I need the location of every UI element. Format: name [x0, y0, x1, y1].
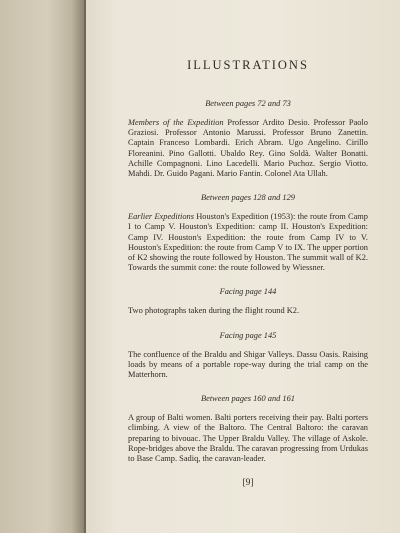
section-4: [128, 331, 368, 381]
section-heading: Between pages 160 and 161: [201, 394, 295, 404]
section-heading: Facing page 144: [219, 287, 277, 297]
section-text: [128, 350, 368, 381]
page-content: [128, 58, 368, 488]
section-text: [128, 212, 368, 273]
section-text: [128, 413, 368, 464]
section-lead: Members of the Expedition: [128, 118, 224, 127]
section-3: [128, 287, 368, 316]
section-heading: Between pages 128 and 129: [201, 193, 295, 203]
section-5: [128, 394, 368, 464]
section-body: Professor Ardito Desio. Professor Paolo Graziosi. Professor Antonio Marussi. Professor Bruno Zanettin. Captain Franceso Lombardi. Erich Abram. Ugo Angelino. Cirillo Floreanini. Pino Gallotti. Ubaldo Rey. Gino Soldà. Walter Bonatti. Achille Compagnoni. Lino Lacedelli. Mario Puchoz. Sergio Viotto. Mahdi. Dr. Guido Pagani. Mario Fantin. Colonel Ata Ullah.: [128, 118, 368, 179]
section-text: [128, 306, 368, 316]
book-gutter: [0, 0, 84, 533]
section-heading: Between pages 72 and 73: [205, 99, 291, 108]
section-body: Two photographs taken during the flight round K2.: [128, 306, 300, 316]
section-2: [128, 193, 368, 273]
section-body: Houston's Expedition (1953): the route from Camp I to Camp V. Houston's Expedition: camp II. Houston's Expedition: Camp IV. Houston's Expedition: the route from Camp IV to V. Houston's Expedition: the route from Camp V to IX. The upper portion of K2 showing the route followed by Houston. The summit wall of K2. Towards the summit cone: the route followed by Wiessner.: [128, 212, 368, 273]
page-title: ILLUSTRATIONS: [187, 58, 309, 72]
section-1: [128, 99, 368, 179]
section-heading: Facing page 145: [219, 330, 277, 340]
section-body: The confluence of the Braldu and Shigar Valleys. Dassu Oasis. Raising loads by means of a portable rope-way during the trial camp on the Matterhorn.: [128, 349, 368, 380]
section-lead: Earlier Expeditions: [128, 212, 194, 222]
section-text: [128, 118, 368, 179]
page-number: [9]: [242, 478, 254, 489]
section-body: A group of Balti women. Balti porters receiving their pay. Balti porters climbing. A view of the Baltoro. The Central Baltoro: the caravan preparing to bivouac. The Upper Braldu Valley. The village of Askole. Rope-bridges above the Braldu. The caravan progressing from Urdukas to Base Camp. Sadiq, the caravan-leader.: [128, 413, 368, 464]
